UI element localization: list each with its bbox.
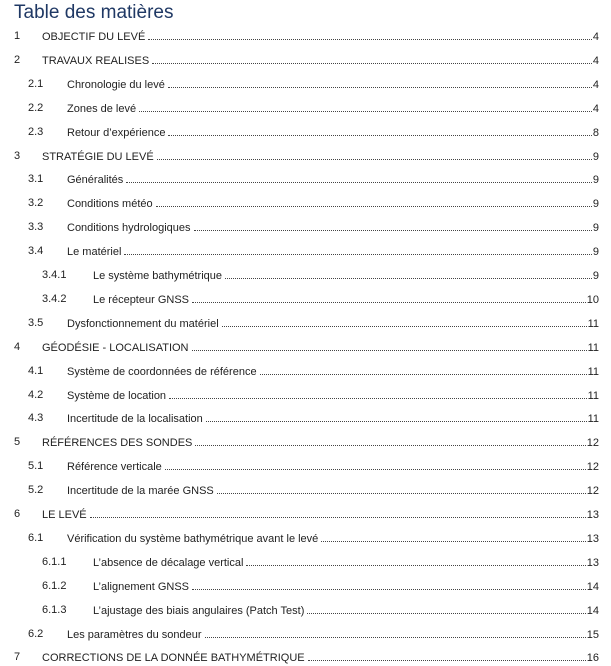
toc-entry-page: 9 — [592, 174, 599, 187]
toc-entry-line — [67, 458, 599, 475]
toc-entry-label[interactable]: Le système bathymétrique — [93, 270, 223, 282]
toc-entry-page: 9 — [592, 270, 599, 282]
toc-entry-page: 14 — [586, 604, 599, 617]
toc-entry-page: 12 — [586, 485, 599, 498]
toc-entry[interactable] — [0, 626, 611, 642]
dot-leader — [124, 243, 591, 255]
toc-entry-number: 6.1.2 — [42, 579, 67, 592]
toc-entry-label[interactable]: GÉODÉSIE - LOCALISATION — [42, 341, 189, 354]
toc-entry-page: 4 — [592, 31, 599, 43]
dot-leader — [168, 76, 592, 88]
toc-entry-label[interactable]: Le matériel — [67, 246, 122, 259]
toc-entry-label[interactable]: Conditions météo — [67, 198, 153, 211]
toc-entry-line — [67, 626, 599, 643]
toc-entry-number: 7 — [14, 651, 21, 664]
toc-entry-line — [42, 434, 599, 451]
toc-entry[interactable] — [0, 458, 611, 474]
toc-entry-page: 4 — [592, 54, 599, 67]
toc-entry-page: 12 — [586, 461, 599, 474]
toc-entry-number: 2.2 — [28, 101, 44, 114]
toc-entry-label[interactable]: Système de location — [67, 389, 167, 402]
toc-entry-line — [67, 243, 599, 260]
dot-leader — [156, 195, 592, 207]
toc-entry-label[interactable]: RÉFÉRENCES DES SONDES — [42, 437, 193, 450]
dot-leader — [192, 339, 587, 351]
toc-entry-line — [67, 387, 599, 404]
toc-entry-number: 4.3 — [28, 412, 44, 425]
toc-entry-page: 9 — [592, 150, 599, 163]
toc-entry-number: 2 — [14, 53, 21, 66]
toc-entry-label[interactable]: L’absence de décalage vertical — [93, 556, 244, 569]
toc-entry-line — [93, 602, 599, 619]
toc-entry[interactable] — [0, 649, 611, 665]
toc-entry-line — [93, 267, 599, 284]
toc-entry-page: 16 — [586, 652, 599, 665]
toc-entry-page: 9 — [592, 198, 599, 211]
toc-entry[interactable] — [0, 434, 611, 450]
toc-entry-line — [67, 219, 599, 236]
toc-entry-page: 12 — [586, 437, 599, 450]
toc-entry[interactable] — [0, 315, 611, 331]
toc-entry[interactable] — [0, 76, 611, 92]
toc-entry-page: 11 — [587, 341, 599, 354]
dot-leader — [225, 267, 592, 279]
dot-leader — [90, 506, 586, 518]
toc-entry-number: 6.2 — [28, 627, 44, 640]
toc-entry[interactable] — [0, 148, 611, 164]
toc-entry-line — [42, 649, 599, 666]
toc-entry-number: 3.4.2 — [42, 292, 67, 305]
toc-entry-number: 6 — [14, 508, 21, 520]
toc-entry-page: 11 — [587, 317, 599, 330]
toc-entry-number: 5 — [14, 436, 21, 449]
toc-entry-page: 14 — [586, 580, 599, 593]
toc-entry-number: 3.5 — [28, 316, 44, 329]
toc-entry-label[interactable]: STRATÉGIE DU LEVÉ — [42, 150, 154, 163]
toc-entry[interactable] — [0, 339, 611, 355]
toc-entry-label[interactable]: Dysfonctionnement du matériel — [67, 317, 219, 330]
dot-leader — [192, 291, 586, 303]
toc-entry-label[interactable]: Incertitude de la localisation — [67, 413, 203, 426]
toc-entry[interactable] — [0, 578, 611, 594]
toc-entry-line — [42, 52, 599, 69]
toc-entry-label[interactable]: TRAVAUX REALISES — [42, 54, 150, 67]
toc-entry[interactable] — [0, 124, 611, 140]
toc-entry-number: 6.1.3 — [42, 603, 67, 616]
dot-leader — [148, 28, 592, 40]
toc-entry[interactable] — [0, 482, 611, 498]
toc-entry[interactable] — [0, 506, 611, 522]
toc-entry-label[interactable]: Retour d’expérience — [67, 126, 166, 139]
toc-entry-label[interactable]: Vérification du système bathymétrique avant le levé — [67, 532, 319, 545]
toc-entry-number: 3.4.1 — [42, 269, 67, 281]
dot-leader — [246, 554, 585, 566]
toc-entry[interactable] — [0, 28, 611, 44]
toc-entry[interactable] — [0, 363, 611, 379]
dot-leader — [139, 100, 592, 112]
toc-entry-line — [67, 124, 599, 141]
toc-entry-number: 5.2 — [28, 484, 44, 497]
dot-leader — [308, 649, 586, 661]
toc-entry-page: 13 — [586, 556, 599, 569]
dot-leader — [206, 410, 587, 422]
dot-leader — [194, 219, 592, 231]
toc-entry[interactable] — [0, 243, 611, 259]
toc-entry-label[interactable]: Généralités — [67, 174, 124, 187]
toc-entry-page: 4 — [592, 102, 599, 115]
toc-entry-line — [67, 410, 599, 427]
toc-entry-label[interactable]: Système de coordonnées de référence — [67, 365, 257, 378]
toc-entry-label[interactable]: Incertitude de la marée GNSS — [67, 485, 214, 498]
toc-entry-line — [67, 100, 599, 117]
dot-leader — [168, 124, 591, 136]
toc-entry-page: 8 — [592, 126, 599, 139]
dot-leader — [217, 482, 586, 494]
toc-entry-label[interactable]: Zones de levé — [67, 102, 137, 115]
toc-entry-label[interactable]: Conditions hydrologiques — [67, 222, 191, 235]
toc-entry-line — [93, 578, 599, 595]
toc-entry-number: 5.1 — [28, 460, 44, 473]
toc-entry-line — [42, 148, 599, 165]
toc-entry[interactable] — [0, 602, 611, 618]
toc-entry-line — [67, 195, 599, 212]
toc-entry-number: 4 — [14, 340, 21, 353]
toc-entry[interactable] — [0, 52, 611, 68]
toc-entry-line — [67, 171, 599, 188]
toc-entry-number: 3 — [14, 149, 21, 162]
toc-entry-label[interactable]: CORRECTIONS DE LA DONNÉE BATHYMÉTRIQUE — [42, 652, 305, 665]
toc-entry[interactable] — [0, 171, 611, 187]
toc-entry[interactable] — [0, 267, 611, 283]
toc-entry-page: 10 — [586, 293, 599, 306]
dot-leader — [165, 458, 586, 470]
dot-leader — [205, 626, 586, 638]
toc-entry-line — [67, 76, 599, 93]
dot-leader — [126, 171, 592, 183]
toc-entry[interactable] — [0, 219, 611, 235]
toc-entry[interactable] — [0, 195, 611, 211]
toc-entry-number: 2.3 — [28, 125, 44, 138]
toc-entry-label[interactable]: LE LEVÉ — [42, 509, 87, 521]
dot-leader — [169, 387, 587, 399]
toc-entry-line — [42, 339, 599, 356]
dot-leader — [195, 434, 585, 446]
toc-entry[interactable] — [0, 100, 611, 116]
toc-entry-page: 9 — [592, 246, 599, 259]
dot-leader — [321, 530, 585, 542]
toc-title: Table des matières — [14, 2, 174, 23]
toc-entry-page: 11 — [587, 389, 599, 402]
dot-leader — [157, 148, 592, 160]
toc-entry-line — [67, 315, 599, 332]
toc-entry-line — [93, 554, 599, 571]
toc-entry-number: 3.3 — [28, 221, 44, 234]
toc-entry-number: 6.1.1 — [42, 555, 67, 568]
toc-entry-page: 13 — [586, 532, 599, 545]
toc-entry-number: 3.4 — [28, 245, 44, 258]
dot-leader — [260, 363, 587, 375]
toc-entry[interactable] — [0, 387, 611, 403]
dot-leader — [222, 315, 587, 327]
toc-entry-number: 3.2 — [28, 197, 44, 210]
toc-entry-line — [67, 363, 599, 380]
toc-entry[interactable] — [0, 530, 611, 546]
toc-entry-line — [42, 506, 599, 523]
toc-entry-line — [93, 291, 599, 308]
toc-entry-label[interactable]: Le récepteur GNSS — [93, 293, 189, 306]
toc-entry[interactable] — [0, 554, 611, 570]
dot-leader — [192, 578, 586, 590]
toc-entry-number: 6.1 — [28, 531, 44, 544]
toc-entry-line — [67, 482, 599, 499]
toc-entry-page: 15 — [586, 628, 599, 641]
toc-entry[interactable] — [0, 291, 611, 307]
toc-entry-line — [67, 530, 599, 547]
toc-entry-number: 2.1 — [28, 77, 44, 90]
toc-entry-label[interactable]: L’alignement GNSS — [93, 580, 189, 593]
toc-entry-number: 3.1 — [28, 173, 44, 186]
toc-entry[interactable] — [0, 410, 611, 426]
toc-entry-page: 13 — [586, 509, 599, 521]
toc-entry-line — [42, 28, 599, 45]
dot-leader — [307, 602, 585, 614]
dot-leader — [152, 52, 592, 64]
toc-entry-number: 4.1 — [28, 364, 44, 377]
toc-entry-label[interactable]: Chronologie du levé — [67, 78, 165, 91]
toc-entry-label[interactable]: L’ajustage des biais angulaires (Patch Test) — [93, 604, 305, 617]
toc-entry-page: 11 — [587, 365, 599, 378]
toc-entry-number: 1 — [14, 30, 21, 42]
toc-entry-page: 11 — [587, 413, 599, 426]
toc-entry-label[interactable]: OBJECTIF DU LEVÉ — [42, 31, 146, 43]
toc-entry-page: 4 — [592, 78, 599, 91]
toc-entry-page: 9 — [592, 222, 599, 235]
toc-entry-label[interactable]: Les paramètres du sondeur — [67, 628, 202, 641]
toc-entry-label[interactable]: Référence verticale — [67, 461, 162, 474]
toc-entry-number: 4.2 — [28, 388, 44, 401]
